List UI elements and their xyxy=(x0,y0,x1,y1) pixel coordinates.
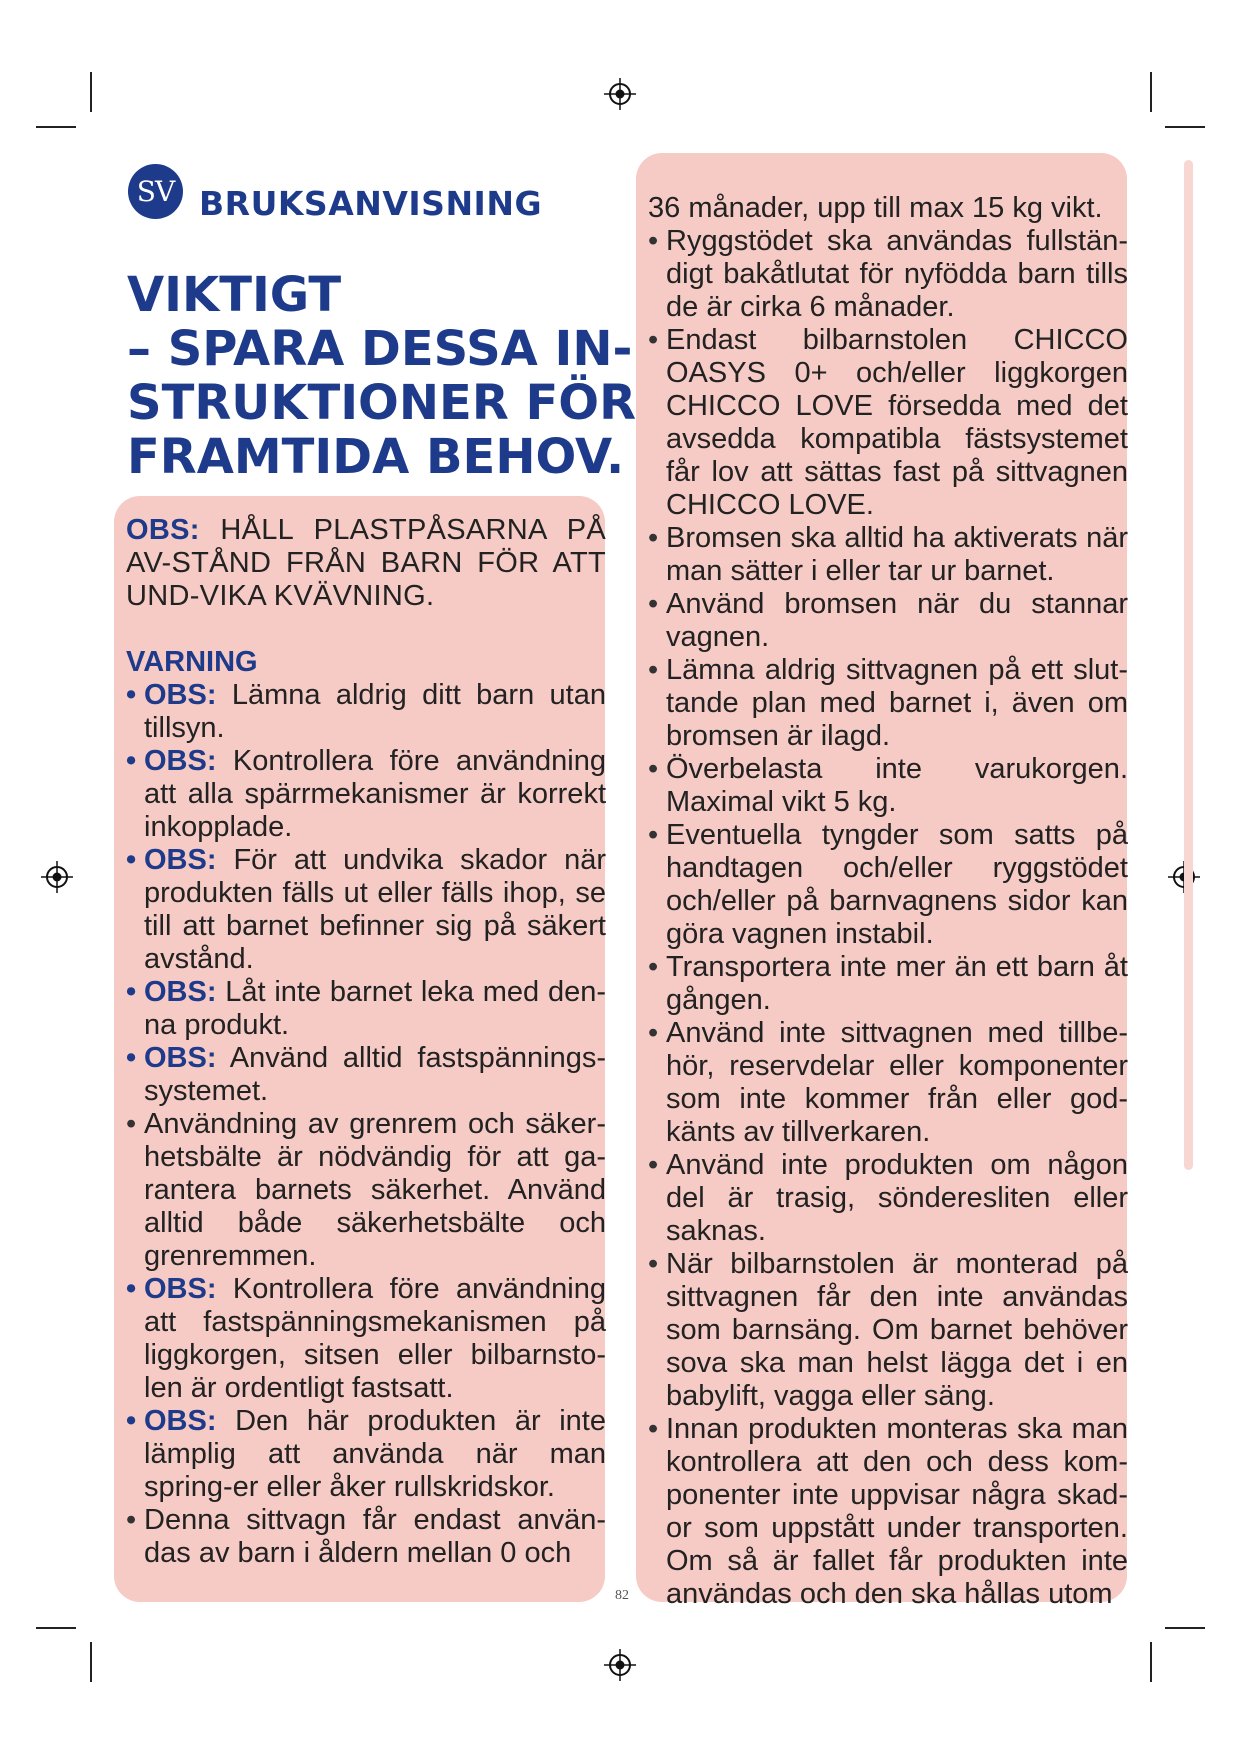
warning-item: • Använd bromsen när du stannar vagnen. xyxy=(648,588,1128,653)
warning-item: • OBS: Den här produkten är inte lämplig att använda när man spring-er eller åker rullskridskor. xyxy=(126,1405,606,1503)
crop-mark xyxy=(36,126,76,128)
warning-item: • Överbelasta inte varukorgen. Maximal vikt 5 kg. xyxy=(648,753,1128,818)
registration-mark-icon xyxy=(603,77,637,111)
page-title-line: FRAMTIDA BEHOV. xyxy=(127,429,625,485)
warning-item: • Använd inte sittvagnen med tillbe-hör, reservdelar eller komponenter som inte kommer från eller god-känts av tillverkaren. xyxy=(648,1017,1128,1148)
warning-item: • Lämna aldrig sittvagnen på ett slut-tande plan med barnet i, även om bromsen är ilagd. xyxy=(648,654,1128,752)
page-number: 82 xyxy=(615,1588,629,1603)
warning-item: • OBS: Kontrollera före användning att fastspänningsmekanismen på liggkorgen, sitsen eller bilbarnsto-len är ordentligt fastsatt. xyxy=(126,1273,606,1404)
crop-mark xyxy=(1165,1627,1205,1629)
page-title xyxy=(127,267,637,485)
crop-mark xyxy=(36,1627,76,1629)
page-title-line: STRUKTIONER FÖR xyxy=(127,375,637,431)
warning-item: • OBS: Kontrollera före användning att alla spärrmekanismer är korrekt inkopplade. xyxy=(126,745,606,843)
left-column xyxy=(126,514,606,1570)
warning-item: • Innan produkten monteras ska man kontrollera att den och dess kom-ponenter inte uppvisar några skad-or som uppstått under transporten. Om så är fallet får produkten inte användas och den ska hållas utom xyxy=(648,1413,1128,1610)
warning-heading: VARNING xyxy=(126,646,258,678)
document-type-title: BRUKSANVISNING xyxy=(199,184,543,223)
crop-mark xyxy=(90,1642,92,1682)
warning-item: • Bromsen ska alltid ha aktiverats när man sätter i eller tar ur barnet. xyxy=(648,522,1128,587)
registration-mark-icon xyxy=(40,860,74,894)
warning-item: • OBS: Använd alltid fastspännings-systemet. xyxy=(126,1042,606,1107)
crop-mark xyxy=(1150,72,1152,112)
next-page-edge xyxy=(1184,160,1193,1170)
continuation-text: 36 månader, upp till max 15 kg vikt. xyxy=(648,192,1103,224)
warning-item: • OBS: För att undvika skador när produkten fälls ut eller fälls ihop, se till att barnet befinner sig på säkert avstånd. xyxy=(126,844,606,975)
warning-item: • Använd inte produkten om någon del är trasig, sönderesliten eller saknas. xyxy=(648,1149,1128,1247)
warning-item: • Ryggstödet ska användas fullstän-digt bakåtlutat för nyfödda barn tills de är cirka 6 månader. xyxy=(648,225,1128,323)
crop-mark xyxy=(1165,126,1205,128)
notice-paragraph xyxy=(126,514,606,613)
warning-item: • OBS: Låt inte barnet leka med den-na produkt. xyxy=(126,976,606,1041)
warning-item: • Denna sittvagn får endast använ-das av barn i åldern mellan 0 och xyxy=(126,1504,606,1569)
language-badge: SV xyxy=(128,164,183,219)
notice-label: OBS: xyxy=(126,514,200,546)
warning-item: • OBS: Lämna aldrig ditt barn utan tillsyn. xyxy=(126,679,606,744)
warning-item: • Användning av grenrem och säker-hetsbälte är nödvändig för att ga-rantera barnets säkerhet. Använd alltid både säkerhetsbälte och grenremmen. xyxy=(126,1108,606,1272)
crop-mark xyxy=(90,72,92,112)
right-column xyxy=(648,192,1128,1611)
warning-item: • Endast bilbarnstolen CHICCO OASYS 0+ och/eller liggkorgen CHICCO LOVE försedda med det avsedda kompatibla fästsystemet får lov att sättas fast på sittvagnen CHICCO LOVE. xyxy=(648,324,1128,521)
warning-item: • Transportera inte mer än ett barn åt gången. xyxy=(648,951,1128,1016)
registration-mark-icon xyxy=(603,1648,637,1682)
warning-item: • Eventuella tyngder som satts på handtagen och/eller ryggstödet och/eller på barnvagnens sidor kan göra vagnen instabil. xyxy=(648,819,1128,950)
page-title-line: – SPARA DESSA IN- xyxy=(127,321,633,377)
warning-item: • När bilbarnstolen är monterad på sittvagnen får den inte användas som barnsäng. Om barnet behöver sova ska man helst lägga det i en babylift, vagga eller säng. xyxy=(648,1248,1128,1412)
notice-text: HÅLL PLASTPÅSARNA PÅ AV-STÅND FRÅN BARN FÖR ATT UND-VIKA KVÄVNING. xyxy=(126,514,606,612)
page-title-line: VIKTIGT xyxy=(127,267,342,323)
crop-mark xyxy=(1150,1642,1152,1682)
